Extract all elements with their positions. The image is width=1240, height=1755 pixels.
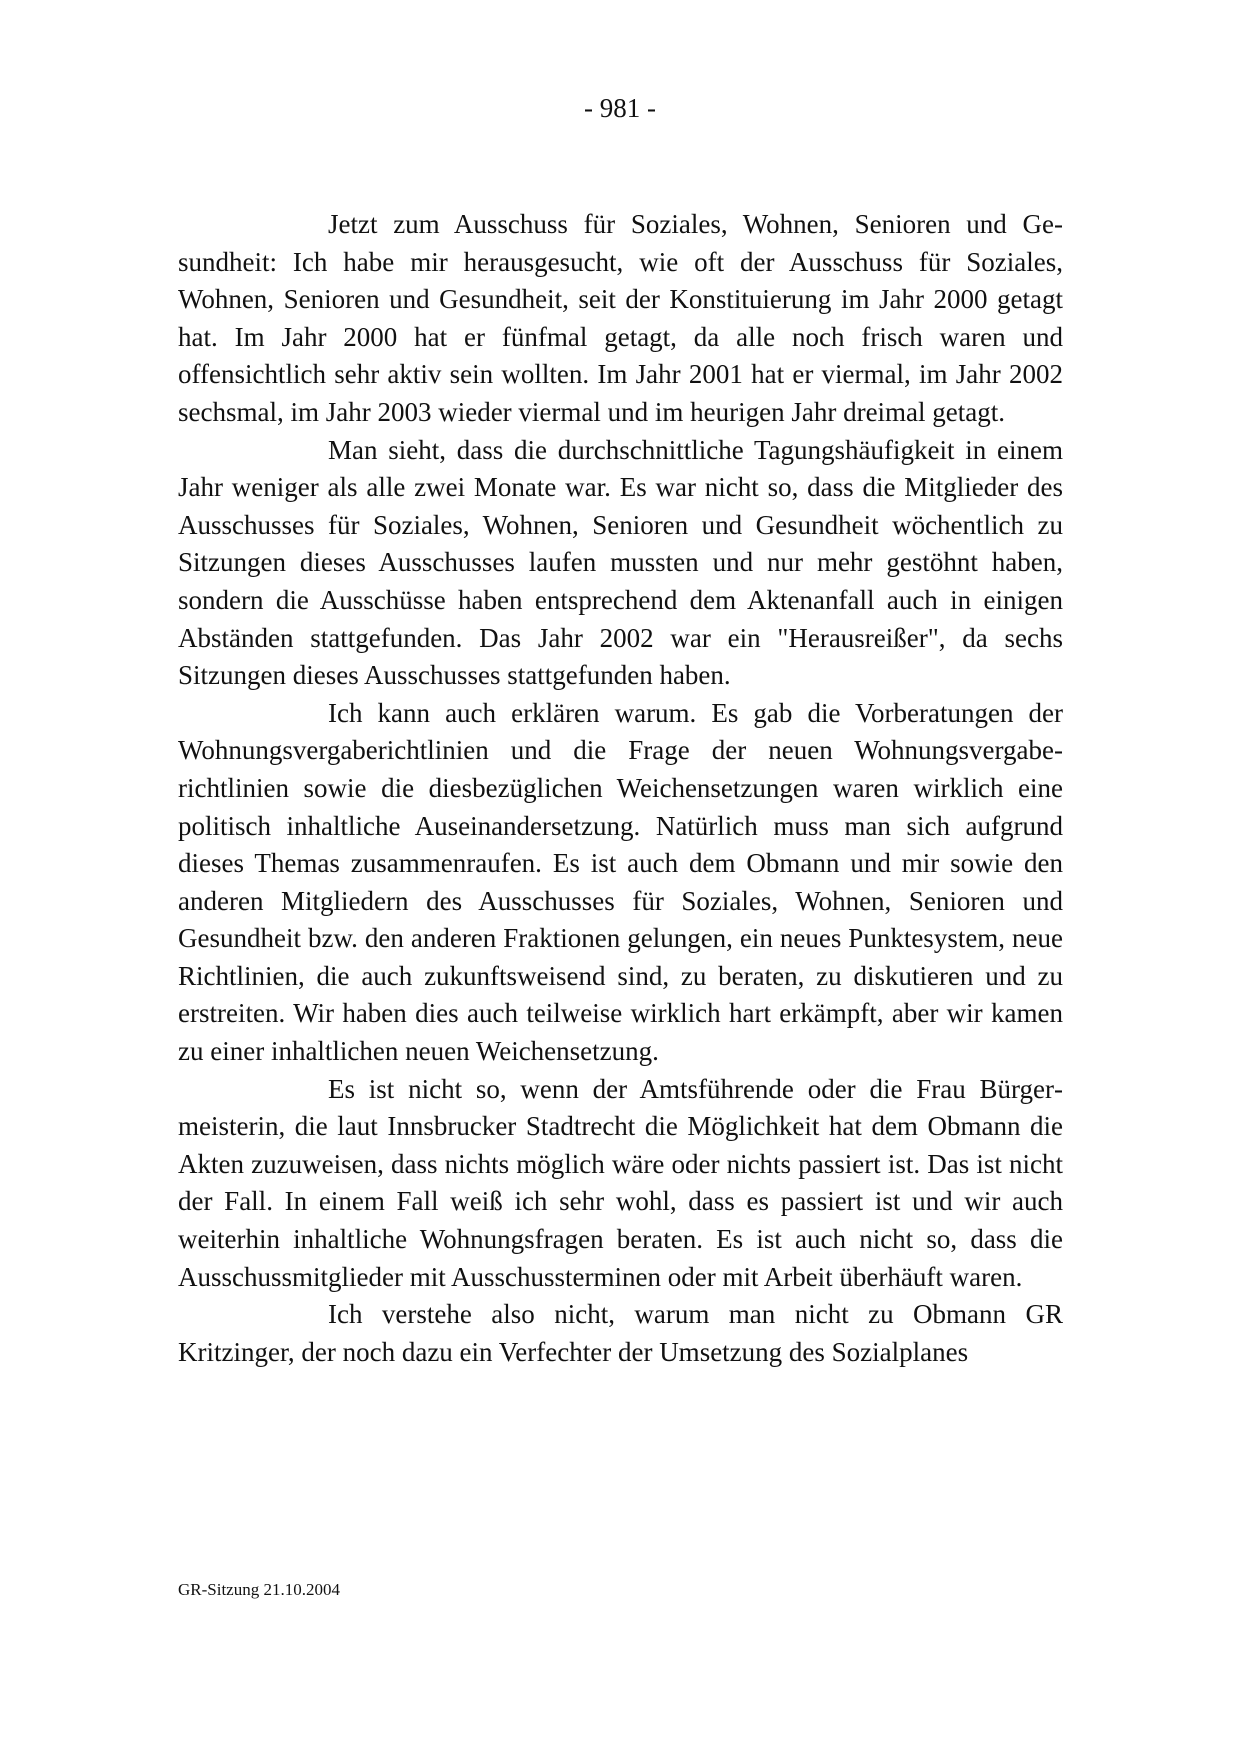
- page-number: - 981 -: [584, 93, 656, 123]
- footer-session-date: GR-Sitzung 21.10.2004: [178, 1580, 340, 1599]
- paragraph: Ich verstehe also nicht, warum man nicht zu Obmann GR Kritzinger, der noch dazu ein Verfechter der Umsetzung des Sozialplanes: [178, 1299, 1063, 1367]
- paragraph: Ich kann auch erklären warum. Es gab die Vorberatungen der Wohnungsvergaberichtlinien und die Frage der neuen Wohnungsvergaberichtlinien sowie die diesbezüglichen Weichensetzungen waren wirklich eine politisch inhaltliche Auseinandersetzung. Natürlich muss man sich aufgrund dieses Themas zusammenraufen. Es ist auch dem Obmann und mir sowie den anderen Mitgliedern des Ausschusses für Soziales, Wohnen, Senioren und Gesundheit bzw. den anderen Fraktionen gelungen, ein neues Punktesystem, neue Richtlinien, die auch zukunftsweisend sind, zu beraten, zu diskutieren und zu erstreiten. Wir haben dies auch teilweise wirklich hart erkämpft, aber wir kamen zu einer inhaltlichen neuen Weichensetzung.: [178, 697, 1063, 1067]
- paragraph: Es ist nicht so, wenn der Amtsführende oder die Frau Bürgermeisterin, die laut Innsbrucker Stadtrecht die Möglichkeit hat dem Obmann die Akten zuzuweisen, dass nichts möglich wäre oder nichts passiert ist. Das ist nicht der Fall. In einem Fall weiß ich sehr wohl, dass es passiert ist und wir auch weiterhin inhaltliche Wohnungsfragen beraten. Es ist auch nicht so, dass die Ausschussmitglieder mit Ausschussterminen oder mit Arbeit überhäuft waren.: [178, 1073, 1063, 1292]
- document-body: [178, 206, 1063, 1371]
- paragraph: Man sieht, dass die durchschnittliche Tagungshäufigkeit in einem Jahr weniger als alle zwei Monate war. Es war nicht so, dass die Mitglieder des Ausschusses für Soziales, Wohnen, Senioren und Gesundheit wöchentlich zu Sitzungen dieses Ausschusses laufen mussten und nur mehr gestöhnt haben, sondern die Ausschüsse haben entsprechend dem Aktenanfall auch in einigen Abständen stattgefunden. Das Jahr 2002 war ein "Herausreißer", da sechs Sitzungen dieses Ausschusses stattgefunden haben.: [178, 434, 1063, 691]
- paragraph: Jetzt zum Ausschuss für Soziales, Wohnen, Senioren und Gesundheit: Ich habe mir herausgesucht, wie oft der Ausschuss für Soziales, Wohnen, Senioren und Gesundheit, seit der Konstituierung im Jahr 2000 getagt hat. Im Jahr 2000 hat er fünfmal getagt, da alle noch frisch waren und offensichtlich sehr aktiv sein wollten. Im Jahr 2001 hat er viermal, im Jahr 2002 sechsmal, im Jahr 2003 wieder viermal und im heurigen Jahr dreimal getagt.: [178, 209, 1063, 427]
